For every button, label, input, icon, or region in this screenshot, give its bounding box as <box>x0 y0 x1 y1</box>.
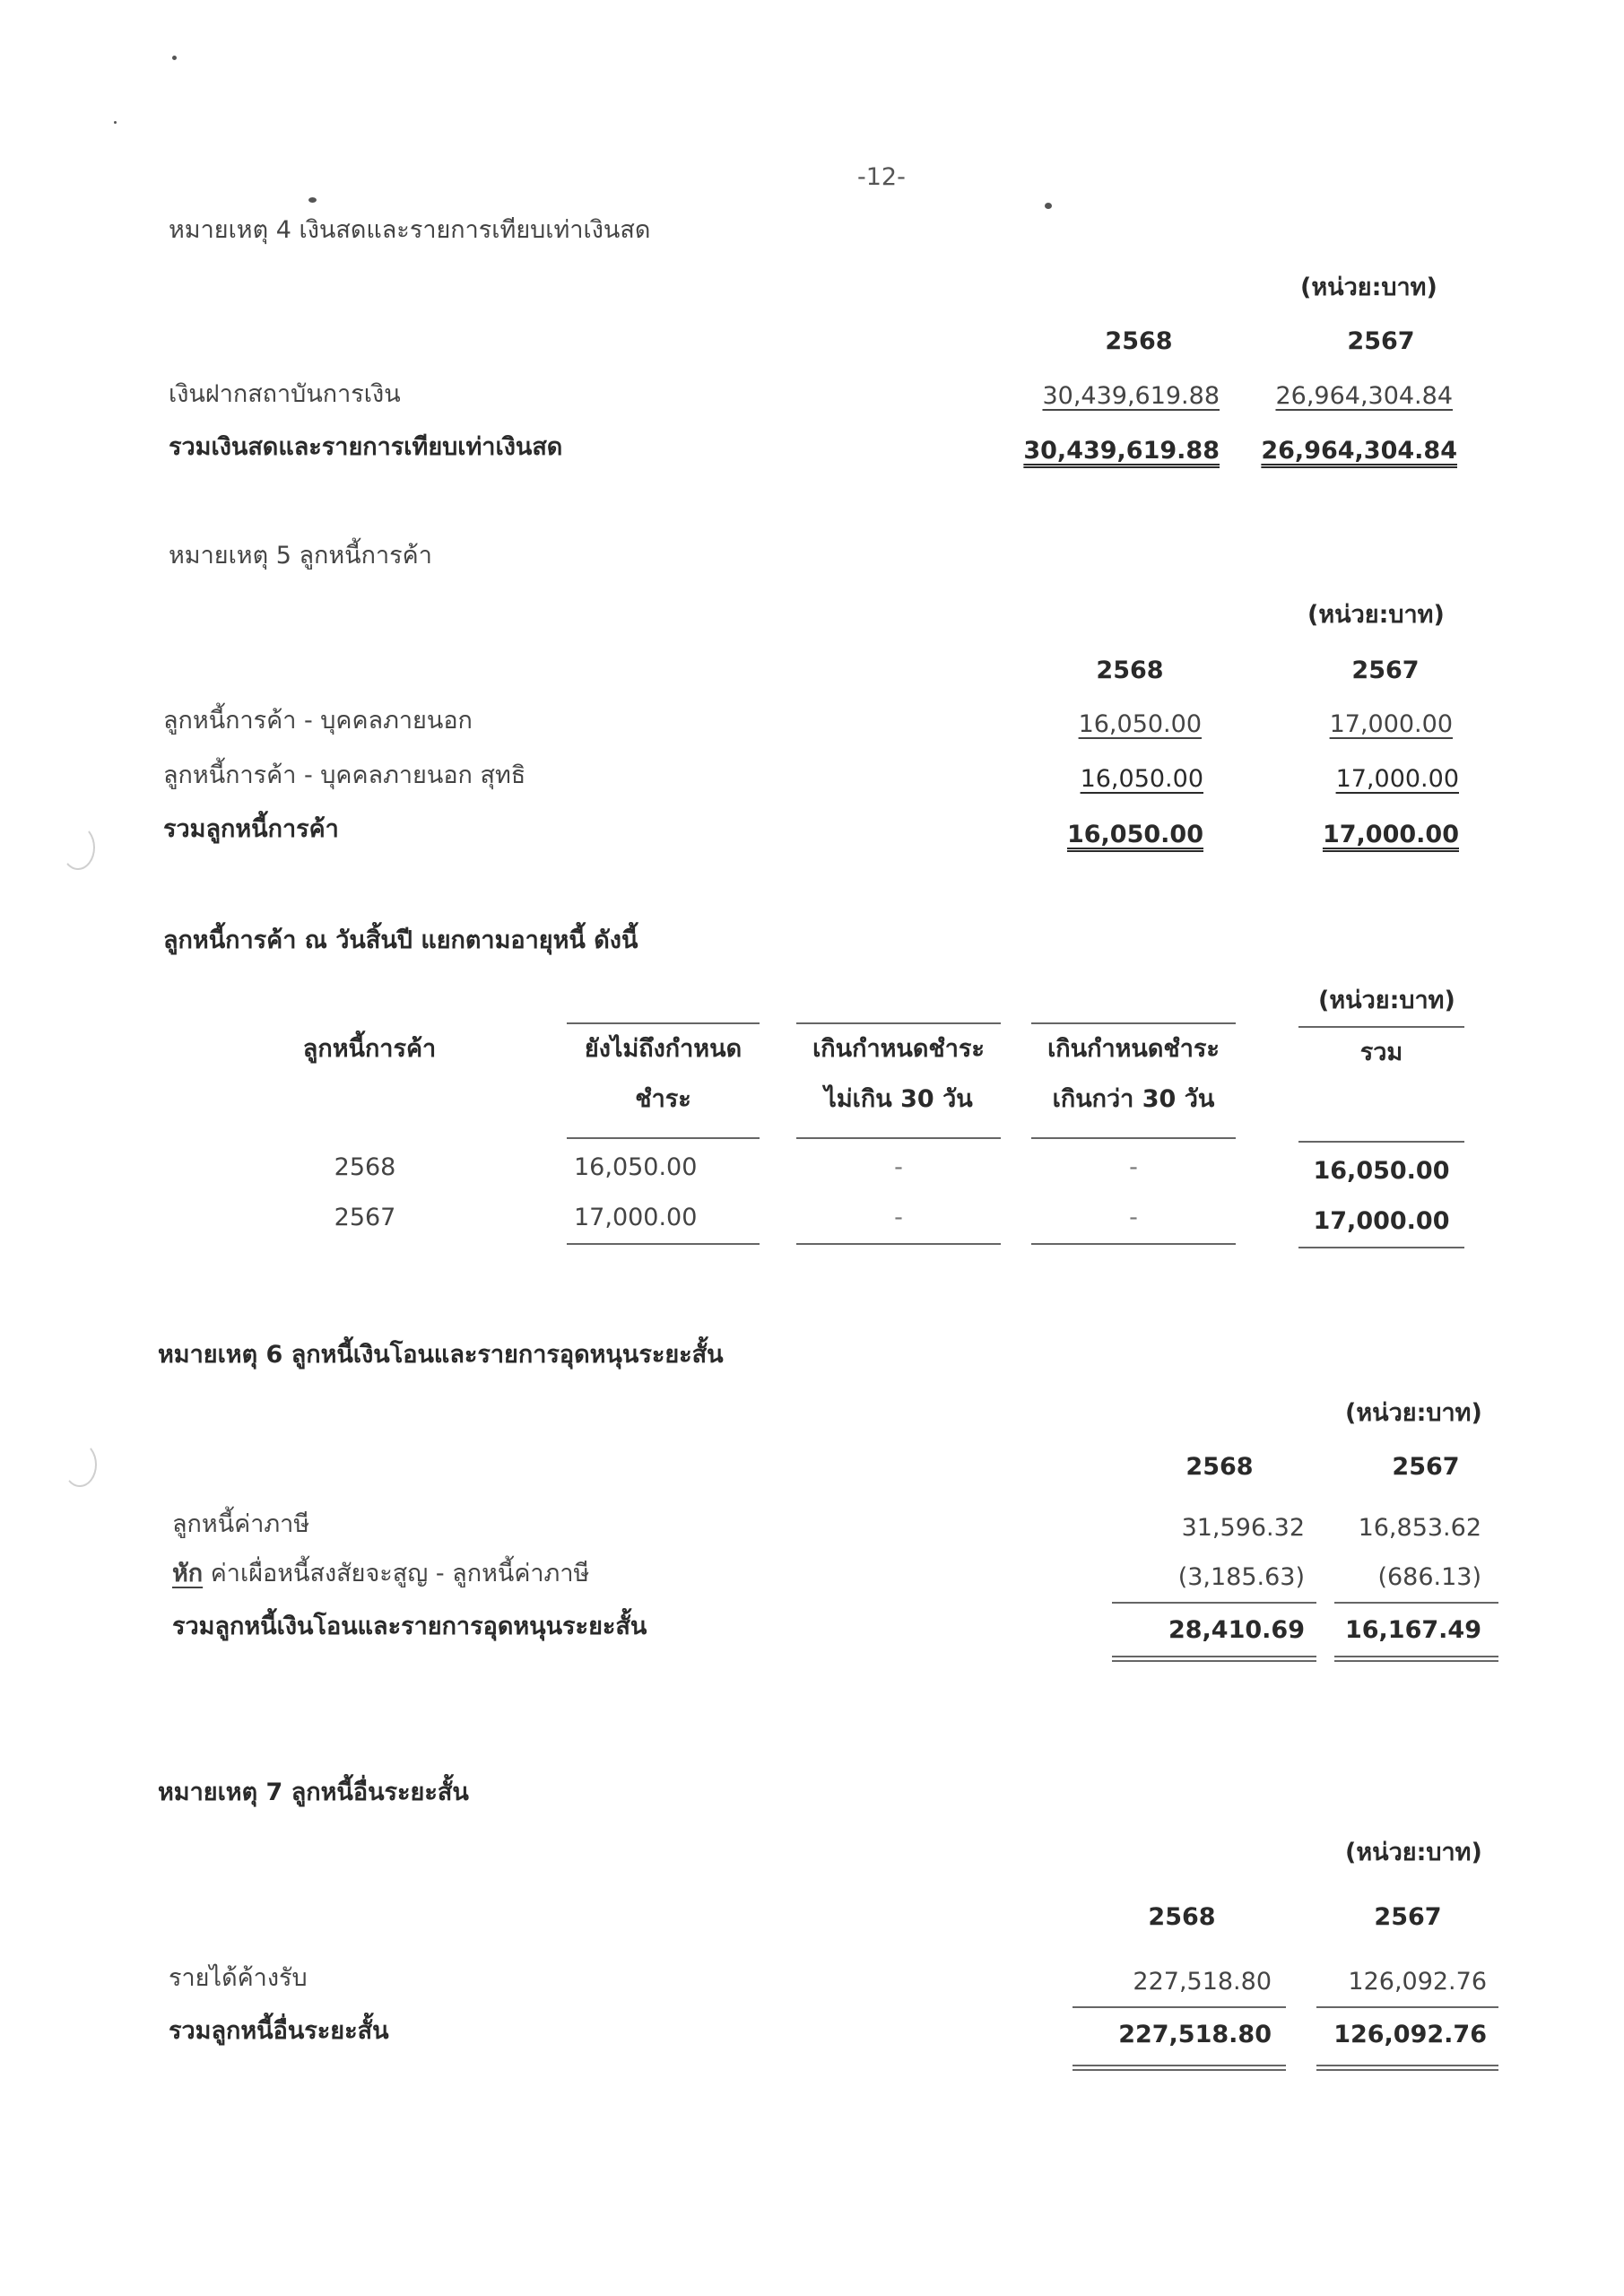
note7-subtotal-rule <box>1316 2006 1498 2008</box>
punch-hole-mark <box>61 825 95 870</box>
note6-subtotal-rule <box>1334 1602 1498 1604</box>
note5-row-2568: 16,050.00 <box>1078 710 1202 738</box>
aging-header-gt30: เกินกำหนดชำระ <box>1047 1035 1220 1063</box>
note5-year-2567: 2567 <box>1351 657 1420 684</box>
note6-year-2568: 2568 <box>1185 1453 1254 1481</box>
note6-deduct-2568: (3,185.63) <box>1177 1563 1305 1591</box>
note7-total-label: รวมลูกหนี้อื่นระยะสั้น <box>169 2017 389 2045</box>
note4-title: หมายเหตุ 4 เงินสดและรายการเทียบเท่าเงินสด <box>169 216 651 244</box>
scan-speck <box>1045 203 1052 209</box>
note6-total-double-rule <box>1112 1656 1316 1662</box>
note6-unit-label: (หน่วย:บาท) <box>1345 1399 1482 1427</box>
note5-net-2567: 17,000.00 <box>1335 765 1459 793</box>
aging-bottom-rule <box>1031 1243 1236 1245</box>
note6-deduct-2567: (686.13) <box>1377 1563 1481 1591</box>
note6-year-2567: 2567 <box>1392 1453 1460 1481</box>
note5-net-label: ลูกหนี้การค้า - บุคคลภายนอก สุทธิ <box>163 761 526 789</box>
note4-row-2568: 30,439,619.88 <box>1042 382 1220 410</box>
page-number: -12- <box>857 163 906 191</box>
note4-row-label: เงินฝากสถาบันการเงิน <box>169 380 401 408</box>
note4-year-2568: 2568 <box>1105 327 1173 355</box>
note4-year-2567: 2567 <box>1347 327 1415 355</box>
note6-total-label: รวมลูกหนี้เงินโอนและรายการอุดหนุนระยะสั้น <box>172 1613 647 1640</box>
aging-row-gt30: - <box>1129 1153 1138 1181</box>
note7-total-2568: 227,518.80 <box>1118 2021 1272 2048</box>
aging-row-le30: - <box>894 1204 903 1231</box>
note4-unit-label: (หน่วย:บาท) <box>1300 274 1437 301</box>
scan-speck <box>308 197 317 203</box>
aging-header-le30: เกินกำหนดชำระ <box>812 1035 985 1063</box>
note6-total-2568: 28,410.69 <box>1168 1616 1305 1644</box>
scan-speck <box>172 56 177 60</box>
aging-subheader-rule <box>567 1137 760 1139</box>
aging-row-year: 2567 <box>334 1204 396 1231</box>
aging-subheader-rule <box>1298 1141 1464 1143</box>
note4-total-2567: 26,964,304.84 <box>1261 437 1457 465</box>
aging-title: ลูกหนี้การค้า ณ วันสิ้นปี แยกตามอายุหนี้ ดังนี้ <box>163 926 638 954</box>
note5-unit-label: (หน่วย:บาท) <box>1307 601 1445 629</box>
aging-header-rule <box>1298 1026 1464 1028</box>
note5-net-2568: 16,050.00 <box>1080 765 1203 793</box>
note5-total-label: รวมลูกหนี้การค้า <box>163 815 339 843</box>
note7-row-2567: 126,092.76 <box>1348 1968 1487 1996</box>
aging-bottom-rule <box>567 1243 760 1245</box>
note6-total-double-rule <box>1334 1656 1498 1662</box>
note6-deduct-row <box>172 1561 589 1586</box>
aging-subheader-rule <box>1031 1137 1236 1139</box>
note7-total-double-rule <box>1073 2065 1286 2071</box>
aging-bottom-rule <box>1298 1247 1464 1248</box>
note5-year-2568: 2568 <box>1096 657 1164 684</box>
note6-total-2567: 16,167.49 <box>1344 1616 1481 1644</box>
note5-total-2568: 16,050.00 <box>1066 821 1203 848</box>
aging-header-not-due: ยังไม่ถึงกำหนด <box>584 1035 743 1063</box>
aging-header-rule <box>796 1022 1001 1024</box>
note7-row-label: รายได้ค้างรับ <box>169 1964 308 1992</box>
note5-row-2567: 17,000.00 <box>1329 710 1453 738</box>
note6-title: หมายเหตุ 6 ลูกหนี้เงินโอนและรายการอุดหนุนระยะสั้น <box>158 1341 724 1369</box>
note5-row-label: ลูกหนี้การค้า - บุคคลภายนอก <box>163 707 473 735</box>
note6-row-2567: 16,853.62 <box>1358 1514 1481 1542</box>
aging-subheader-rule <box>796 1137 1001 1139</box>
aging-header-total: รวม <box>1359 1039 1403 1066</box>
aging-row-gt30: - <box>1129 1204 1138 1231</box>
aging-header-le30-2: ไม่เกิน 30 วัน <box>824 1085 973 1113</box>
note6-row-2568: 31,596.32 <box>1181 1514 1305 1542</box>
note7-year-2568: 2568 <box>1148 1903 1216 1931</box>
note4-total-label: รวมเงินสดและรายการเทียบเท่าเงินสด <box>169 433 563 461</box>
scan-speck <box>114 121 117 124</box>
note7-total-double-rule <box>1316 2065 1498 2071</box>
aging-row-total: 16,050.00 <box>1313 1157 1450 1185</box>
note7-total-2567: 126,092.76 <box>1333 2021 1487 2048</box>
aging-unit-label: (หน่วย:บาท) <box>1318 987 1455 1014</box>
aging-row-not-due: 16,050.00 <box>574 1153 698 1181</box>
aging-header-not-due-2: ชำระ <box>635 1085 691 1113</box>
note5-title: หมายเหตุ 5 ลูกหนี้การค้า <box>169 542 432 570</box>
deduct-prefix: หัก <box>172 1560 204 1587</box>
note7-unit-label: (หน่วย:บาท) <box>1345 1839 1482 1866</box>
note6-row-label: ลูกหนี้ค่าภาษี <box>172 1510 310 1538</box>
note7-title: หมายเหตุ 7 ลูกหนี้อื่นระยะสั้น <box>158 1779 469 1806</box>
note4-row-2567: 26,964,304.84 <box>1275 382 1453 410</box>
aging-header-gt30-2: เกินกว่า 30 วัน <box>1052 1085 1215 1113</box>
note4-total-2568: 30,439,619.88 <box>1023 437 1220 465</box>
note5-total-2567: 17,000.00 <box>1322 821 1459 848</box>
note7-row-2568: 227,518.80 <box>1133 1968 1272 1996</box>
punch-hole-mark <box>63 1442 97 1487</box>
aging-row-le30: - <box>894 1153 903 1181</box>
aging-row-total: 17,000.00 <box>1313 1207 1450 1235</box>
aging-bottom-rule <box>796 1243 1001 1245</box>
note6-deduct-label: ค่าเผื่อหนี้สงสัยจะสูญ - ลูกหนี้ค่าภาษี <box>210 1560 590 1587</box>
note7-subtotal-rule <box>1073 2006 1286 2008</box>
aging-row-not-due: 17,000.00 <box>574 1204 698 1231</box>
note7-year-2567: 2567 <box>1374 1903 1442 1931</box>
aging-header-rule <box>1031 1022 1236 1024</box>
aging-header-debtor: ลูกหนี้การค้า <box>302 1035 437 1063</box>
aging-row-year: 2568 <box>334 1153 396 1181</box>
aging-header-rule <box>567 1022 760 1024</box>
note6-subtotal-rule <box>1112 1602 1316 1604</box>
